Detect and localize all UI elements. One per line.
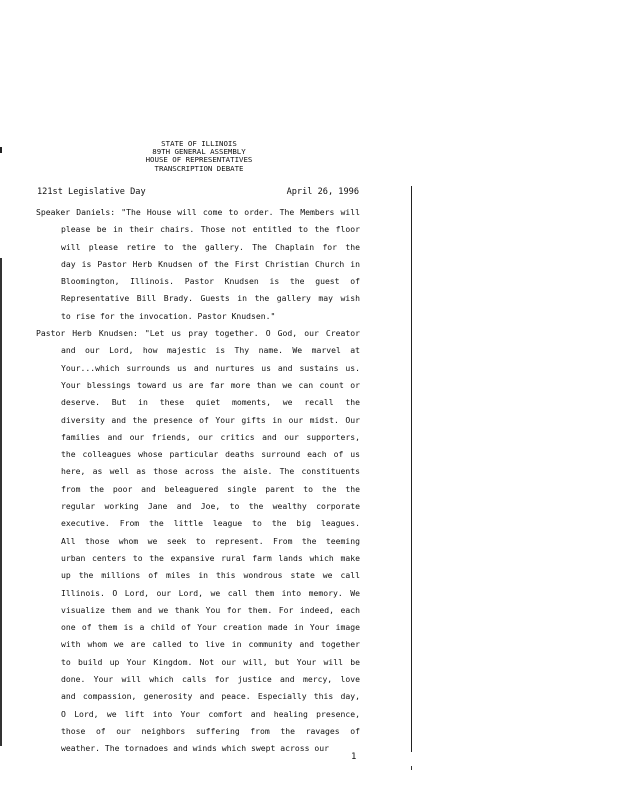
transcript-line: those of our neighbors suffering from the ravages of	[61, 725, 360, 736]
transcript-line: and compassion, generosity and peace. Especially this day,	[61, 691, 360, 702]
transcript-line: families and our friends, our critics and our supporters,	[61, 431, 360, 442]
transcript-line: to rise for the invocation. Pastor Knudsen."	[61, 310, 276, 321]
transcript-line: one of them is a child of Your creation made in Your image	[61, 622, 360, 633]
left-margin-rule	[0, 258, 2, 746]
transcript-line: Speaker Daniels: "The House will come to order. The Members will	[36, 207, 360, 217]
right-margin-rule	[411, 186, 412, 752]
transcript-line: visualize them and we thank You for them. For indeed, each	[61, 604, 360, 615]
transcript-line: with whom we are called to live in community and together	[61, 639, 360, 650]
transcript-line: O Lord, we lift into Your comfort and healing presence,	[61, 708, 360, 719]
right-margin-tick	[411, 766, 412, 770]
transcript-line: from the poor and beleaguered single parent to the the	[61, 483, 360, 494]
legislative-day: 121st Legislative Day	[37, 187, 146, 197]
transcript-line: here, as well as those across the aisle. The constituents	[61, 466, 360, 477]
header-line-house: HOUSE OF REPRESENTATIVES	[145, 155, 253, 165]
header-line-assembly: 89TH GENERAL ASSEMBLY	[152, 147, 246, 157]
transcript-line: please be in their chairs. Those not entitled to the floor	[61, 224, 360, 235]
transcript-line: regular working Jane and Joe, to the wealthy corporate	[61, 501, 360, 512]
transcript-line: weather. The tornadoes and winds which swept across our	[61, 743, 330, 754]
transcript-line: will please retire to the gallery. The Chaplain for the	[61, 241, 360, 252]
transcript-line: All those whom we seek to represent. From the teeming	[61, 535, 360, 546]
transcript-line: Your blessings toward us are far more than we can count or	[61, 379, 360, 390]
transcript-paragraph	[36, 204, 360, 325]
transcript-line: Bloomington, Illinois. Pastor Knudsen is the guest of	[61, 276, 360, 287]
transcript-paragraph	[36, 325, 360, 757]
transcript-line: day is Pastor Herb Knudsen of the First Christian Church in	[61, 258, 360, 269]
document-header	[0, 140, 398, 173]
transcript-line: deserve. But in these quiet moments, we recall the	[61, 397, 360, 408]
session-info	[37, 187, 359, 197]
transcript-line: and our Lord, how majestic is Thy name. We marvel at	[61, 345, 360, 356]
header-line-state: STATE OF ILLINOIS	[161, 139, 237, 148]
page-number: 1	[351, 752, 357, 762]
header-line-transcription: TRANSCRIPTION DEBATE	[154, 163, 244, 173]
transcript-line: to build up Your Kingdom. Not our will, but Your will be	[61, 656, 360, 667]
transcript-line: Pastor Herb Knudsen: "Let us pray together. O God, our Creator	[36, 328, 360, 339]
transcript-line: urban centers to the expansive rural farm lands which make	[61, 552, 360, 563]
transcript-line: Your...which surrounds us and nurtures us and sustains us.	[61, 362, 360, 373]
transcript-line: up the millions of miles in this wondrous state we call	[61, 570, 360, 581]
transcript-line: the colleagues whose particular deaths surround each of us	[61, 449, 360, 460]
transcript-line: Representative Bill Brady. Guests in the gallery may wish	[61, 293, 360, 304]
transcript-body	[36, 204, 360, 758]
session-date: April 26, 1996	[286, 187, 359, 197]
transcript-line: done. Your will which calls for justice and mercy, love	[61, 674, 360, 685]
transcript-line: Illinois. O Lord, our Lord, we call them into memory. We	[61, 587, 360, 598]
transcript-line: executive. From the little league to the big leagues.	[61, 518, 360, 529]
transcript-line: diversity and the presence of Your gifts in our midst. Our	[61, 414, 360, 425]
